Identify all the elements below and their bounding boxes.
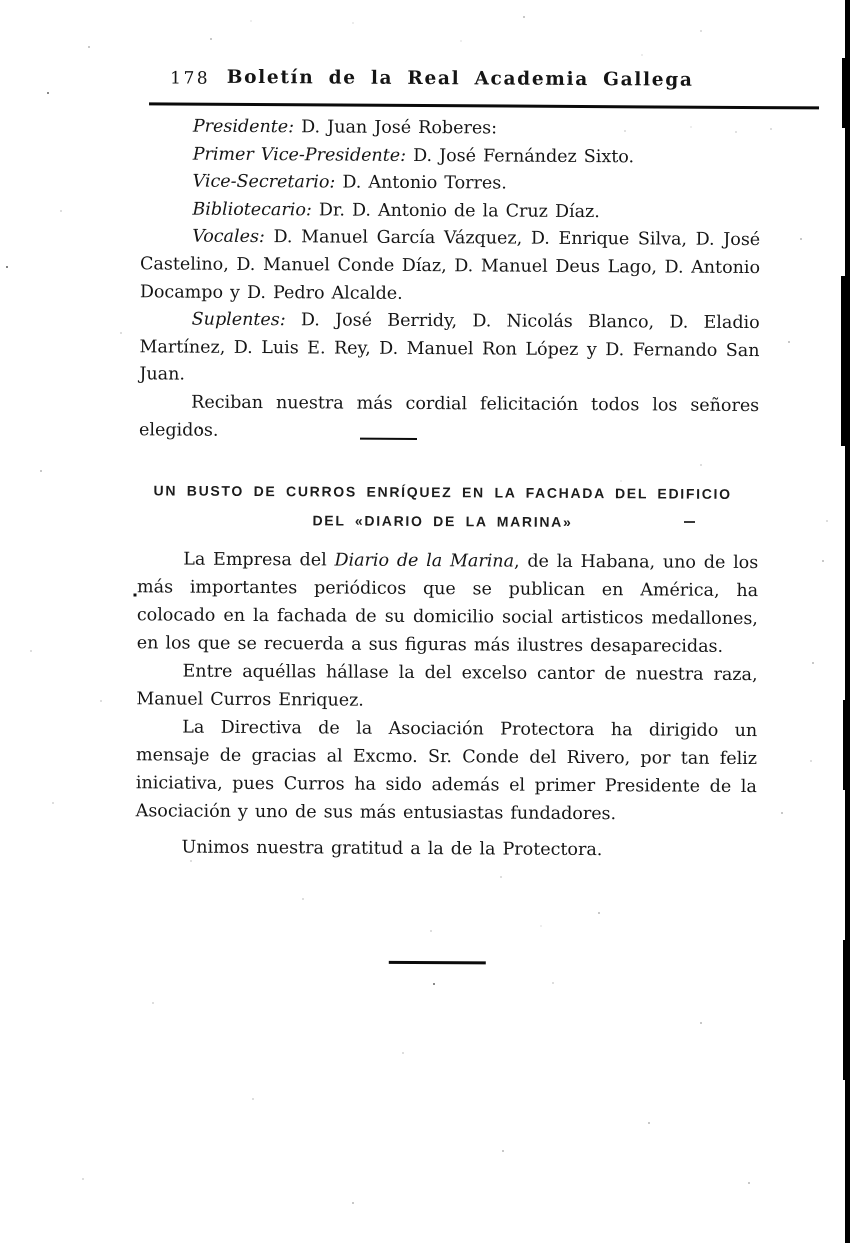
scan-dash-artifact bbox=[684, 521, 695, 523]
officer-role-label: Suplentes: bbox=[191, 309, 286, 331]
officer-entry-presidente bbox=[141, 113, 761, 144]
article-paragraph-4: Unimos nuestra gratitud a la de la Protectora. bbox=[181, 837, 603, 861]
paragraph-text: La Empresa del bbox=[183, 549, 335, 571]
header-rule bbox=[149, 102, 819, 109]
officer-role-label: Bibliotecario: bbox=[192, 199, 312, 221]
officer-entry-vocales bbox=[140, 224, 760, 311]
article-paragraph-2: Entre aquéllas hállase la del excelso cantor de nuestra raza, Manuel Curros Enriquez. bbox=[136, 661, 758, 711]
officer-name: D. Juan José Roberes: bbox=[301, 117, 498, 139]
officers-list bbox=[139, 113, 761, 448]
officer-entry-suplentes bbox=[139, 306, 759, 393]
scan-blotch-artifact bbox=[843, 940, 850, 1080]
officer-entry-vicepresidente bbox=[141, 141, 761, 172]
scan-noise-dots bbox=[0, 0, 2, 2]
officer-role-label: Vocales: bbox=[192, 226, 265, 248]
officer-names: D. José Berridy, D. Nicolás Blanco, D. Eladio Martínez, D. Luis E. Rey, D. Manuel Ron López y D. Fernando San Juan. bbox=[139, 310, 760, 385]
scan-blotch-artifact bbox=[842, 58, 850, 128]
section-divider bbox=[360, 438, 417, 440]
page-number: 178 bbox=[170, 68, 211, 89]
officer-name: Dr. D. Antonio de la Cruz Díaz. bbox=[318, 200, 600, 222]
scan-blotch-artifact bbox=[841, 276, 850, 446]
officer-role-label: Primer Vice-Presidente: bbox=[192, 144, 407, 166]
journal-title: Boletín de la Real Academia Gallega bbox=[226, 66, 694, 91]
closing-line: Reciban nuestra más cordial felicitación todos los señores elegidos. bbox=[138, 392, 760, 441]
end-divider bbox=[389, 961, 486, 964]
officer-name: D. Antonio Torres. bbox=[342, 172, 507, 194]
running-head bbox=[0, 63, 850, 102]
officer-role-label: Vice-Secretario: bbox=[192, 171, 336, 193]
article-heading-line1: UN BUSTO DE CURROS ENRÍQUEZ EN LA FACHADA DEL EDIFICIO bbox=[153, 482, 732, 502]
officer-role-label: Presidente: bbox=[192, 116, 295, 138]
article-heading-line2: DEL «DIARIO DE LA MARINA» bbox=[312, 512, 573, 530]
officer-names: D. Manuel García Vázquez, D. Enrique Silva, D. José Castelino, D. Manuel Conde Díaz, D. Manuel Deus Lago, D. Antonio Docampo y D. Pedro Alcalde. bbox=[139, 227, 761, 304]
officer-name: D. José Fernández Sixto. bbox=[413, 145, 635, 167]
newspaper-title-italic: Diario de la Marina bbox=[334, 550, 515, 572]
paragraph-text: , de la Habana, uno de los más importantes periódicos que se publican en América, ha colocado en la fachada de su domicilio social artisticos medallones, en los que se recuerda a sus figuras más ilustres desaparecidas. bbox=[136, 551, 759, 657]
article-paragraph-1 bbox=[137, 545, 759, 661]
officer-entry-bibliotecario bbox=[140, 196, 760, 227]
article-heading bbox=[52, 476, 832, 539]
article-paragraph-3: La Directiva de la Asociación Protectora ha dirigido un mensaje de gracias al Excmo. Sr. Conde del Rivero, por tan feliz iniciativa, pues Curros ha sido además el primer Presidente de la Asociación y uno de sus más entusiastas fundadores. bbox=[135, 717, 758, 825]
article-body bbox=[135, 545, 758, 865]
scan-blotch-artifact bbox=[843, 700, 850, 790]
officer-entry-vicesecretario bbox=[140, 168, 760, 199]
